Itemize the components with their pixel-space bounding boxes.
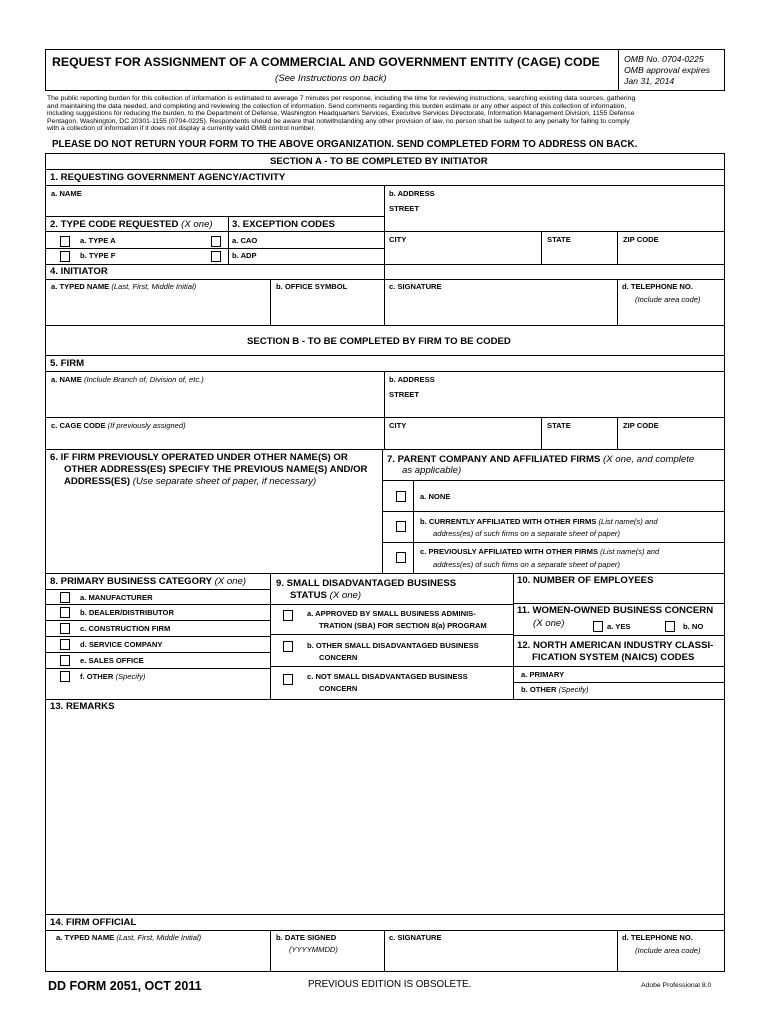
category-other-label — [80, 673, 145, 681]
sdb-approved-line1: a. APPROVED BY SMALL BUSINESS ADMINIS- — [307, 609, 476, 618]
initiator-telephone-note: (Include area code) — [635, 295, 701, 304]
item7-line1 — [387, 455, 694, 465]
omb-number: OMB No. 0704-0225 — [624, 54, 704, 64]
official-telephone-label: d. TELEPHONE NO. — [622, 933, 693, 942]
rule — [45, 355, 725, 356]
women-owned-no-label: b. NO — [683, 622, 704, 631]
adp-checkbox[interactable] — [211, 251, 221, 262]
obsolete-notice: PREVIOUS EDITION IS OBSOLETE. — [308, 979, 472, 990]
category-sales-checkbox[interactable] — [60, 655, 70, 666]
agency-name-field[interactable] — [46, 186, 383, 216]
item5-label: 5. FIRM — [50, 358, 85, 369]
office-symbol-field[interactable] — [271, 294, 383, 324]
naics-other-title: b. OTHER — [521, 685, 557, 694]
item6-line3 — [64, 477, 316, 487]
category-service-label: d. SERVICE COMPANY — [80, 640, 163, 649]
item2-title: 2. TYPE CODE REQUESTED — [50, 219, 179, 230]
item11-label: 11. WOMEN-OWNED BUSINESS CONCERN — [517, 605, 714, 616]
agency-city-field[interactable] — [385, 244, 540, 263]
item2-note: (X one) — [181, 219, 213, 230]
date-signed-label: b. DATE SIGNED — [276, 933, 337, 942]
sdb-other-line1: b. OTHER SMALL DISADVANTAGED BUSINESS — [307, 641, 479, 650]
section-b-title: SECTION B - TO BE COMPLETED BY FIRM TO BE CODED — [247, 336, 511, 347]
category-other-field[interactable] — [160, 670, 268, 698]
item11-note: (X one) — [533, 618, 565, 629]
affiliation-previous-label — [420, 548, 659, 556]
rule — [45, 636, 270, 637]
category-manufacturer-label: a. MANUFACTURER — [80, 593, 153, 602]
rule — [45, 417, 725, 418]
women-owned-yes-checkbox[interactable] — [593, 621, 603, 632]
initiator-name-note: (Last, First, Middle Initial) — [111, 282, 197, 291]
official-telephone-field[interactable] — [618, 958, 724, 971]
item7-title: 7. PARENT COMPANY AND AFFILIATED FIRMS — [387, 454, 601, 465]
burden-line: with a collection of information if it does not display a currently valid OMB control number. — [47, 125, 316, 133]
rule — [45, 589, 270, 590]
burden-statement — [47, 95, 725, 133]
item2-label — [50, 220, 213, 230]
firm-zip-label: ZIP CODE — [623, 421, 659, 430]
item3-label: 3. EXCEPTION CODES — [232, 219, 335, 230]
item6-line2: OTHER ADDRESS(ES) SPECIFY THE PREVIOUS NAME(S) AND/OR — [64, 464, 368, 475]
item8-note: (X one) — [214, 576, 247, 587]
affiliation-previous-note1: (List name(s) and — [600, 547, 660, 556]
item6-line3-title: ADDRESS(ES) — [64, 476, 131, 487]
rule — [45, 279, 725, 280]
agency-street-field[interactable] — [385, 200, 724, 230]
category-other-checkbox[interactable] — [60, 671, 70, 682]
initiator-name-title: a. TYPED NAME — [51, 282, 110, 291]
rule — [45, 652, 270, 653]
rule — [45, 371, 725, 372]
rule — [45, 169, 725, 170]
rule — [413, 480, 414, 573]
firm-street-field[interactable] — [385, 386, 724, 416]
sdb-other-line2: CONCERN — [319, 653, 358, 662]
item9-title: STATUS — [290, 590, 327, 601]
firm-address-label: b. ADDRESS — [389, 375, 435, 384]
rule — [45, 668, 270, 669]
firm-street-label: STREET — [389, 390, 419, 399]
rule — [270, 634, 513, 635]
affiliation-current-note2: address(es) of such firms on a separate sheet of paper) — [433, 529, 620, 538]
rule — [513, 635, 725, 636]
cage-code-field[interactable] — [46, 432, 383, 448]
affiliation-current-checkbox[interactable] — [396, 521, 406, 532]
firm-name-note: (Include Branch of, Division of, etc.) — [83, 375, 204, 384]
rule — [270, 666, 513, 667]
initiator-name-field[interactable] — [46, 294, 269, 324]
rule — [45, 573, 725, 574]
cage-code-label — [51, 422, 186, 430]
rule — [382, 542, 725, 543]
firm-city-field[interactable] — [385, 432, 540, 448]
rule — [45, 216, 384, 217]
affiliation-none-checkbox[interactable] — [396, 491, 406, 502]
item14-label: 14. FIRM OFFICIAL — [50, 917, 137, 928]
type-f-checkbox[interactable] — [60, 251, 70, 262]
adp-label: b. ADP — [232, 251, 257, 260]
initiator-signature-label: c. SIGNATURE — [389, 282, 442, 291]
rule — [382, 480, 725, 481]
employee-count-field[interactable] — [514, 588, 724, 602]
cage-code-note: (If previously assigned) — [107, 421, 186, 430]
category-construction-checkbox[interactable] — [60, 623, 70, 634]
firm-zip-field[interactable] — [618, 432, 724, 448]
affiliation-previous-title: c. PREVIOUSLY AFFILIATED WITH OTHER FIRMS — [420, 547, 599, 556]
official-signature-field[interactable] — [385, 945, 616, 971]
firm-city-label: CITY — [389, 421, 407, 430]
rule — [228, 216, 229, 264]
affiliation-current-note1: (List name(s) and — [598, 517, 658, 526]
agency-name-label: a. NAME — [51, 189, 82, 198]
item9-line2 — [290, 591, 361, 601]
affiliation-previous-checkbox[interactable] — [396, 552, 406, 563]
item6-note: (Use separate sheet of paper, if necessary) — [132, 476, 317, 487]
firm-name-field[interactable] — [46, 386, 383, 416]
item1-label: 1. REQUESTING GOVERNMENT AGENCY/ACTIVITY — [50, 172, 286, 183]
office-symbol-label: b. OFFICE SYMBOL — [276, 282, 348, 291]
header-divider — [618, 49, 619, 91]
item10-label: 10. NUMBER OF EMPLOYEES — [517, 575, 654, 586]
item13-label: 13. REMARKS — [50, 701, 115, 712]
official-name-field[interactable] — [46, 945, 269, 971]
item8-label — [50, 577, 246, 587]
category-service-checkbox[interactable] — [60, 639, 70, 650]
naics-other-field[interactable] — [610, 683, 724, 698]
category-construction-label: c. CONSTRUCTION FIRM — [80, 624, 171, 633]
naics-primary-field[interactable] — [580, 667, 724, 681]
burden-line: Pentagon, Washington, DC 20301-1155 (0704-0225). Respondents should be aware that notwithstanding any other provision of law, no person shall be subject to any penalty for failing to comply — [47, 117, 630, 125]
type-f-label: b. TYPE F — [80, 251, 116, 260]
naics-primary-label: a. PRIMARY — [521, 670, 565, 679]
sdb-other-checkbox[interactable] — [283, 641, 293, 652]
type-a-checkbox[interactable] — [60, 236, 70, 247]
agency-state-field[interactable] — [542, 244, 616, 263]
rule — [270, 573, 271, 699]
agency-city-label: CITY — [389, 235, 407, 244]
agency-zip-field[interactable] — [618, 244, 724, 263]
firm-state-field[interactable] — [542, 432, 616, 448]
initiator-telephone-field[interactable] — [618, 306, 724, 324]
burden-line: including suggestions for reducing the burden, to the Department of Defense, Washington Headquarters Services, Executive Services Directorate, Information Management Division, 1155 Defense — [47, 110, 635, 118]
sdb-not-line2: CONCERN — [319, 684, 358, 693]
burden-line: The public reporting burden for this collection of information is estimated to average 7 minutes per response, including the time for reviewing instructions, searching existing data sources, gathering — [47, 95, 636, 102]
affiliation-previous-note2: address(es) of such firms on a separate sheet of paper) — [433, 560, 620, 569]
rule — [382, 511, 725, 512]
date-signed-note: (YYYYMMDD) — [289, 945, 338, 954]
item7-note2: as applicable) — [402, 465, 462, 476]
naics-other-label — [521, 686, 589, 694]
agency-state-label: STATE — [547, 235, 571, 244]
form-id: DD FORM 2051, OCT 2011 — [48, 979, 202, 993]
initiator-signature-field[interactable] — [385, 294, 616, 324]
burden-line: and maintaining the data needed, and completing and reviewing the collection of information. Send comments regarding this burden estimate or any other aspect of this collection of information, — [47, 102, 627, 110]
item12-line2: FICATION SYSTEM (NAICS) CODES — [532, 652, 695, 663]
sdb-approved-line2: TRATION (SBA) FOR SECTION 8(a) PROGRAM — [319, 621, 487, 630]
naics-other-note: (Specify) — [558, 685, 589, 694]
agency-street-label: STREET — [389, 204, 419, 213]
rule — [45, 325, 725, 326]
rule — [45, 699, 725, 700]
rule — [45, 930, 725, 931]
category-other-title: f. OTHER — [80, 672, 114, 681]
item8-title: 8. PRIMARY BUSINESS CATEGORY — [50, 576, 212, 587]
affiliation-current-label — [420, 518, 658, 526]
return-notice: PLEASE DO NOT RETURN YOUR FORM TO THE ABOVE ORGANIZATION. SEND COMPLETED FORM TO ADDRESS ON BACK. — [52, 139, 638, 150]
rule — [270, 604, 513, 605]
item9-line1: 9. SMALL DISADVANTAGED BUSINESS — [276, 578, 457, 589]
rule — [45, 449, 725, 450]
category-manufacturer-checkbox[interactable] — [60, 592, 70, 603]
item9-note: (X one) — [329, 590, 362, 601]
rule — [45, 248, 384, 249]
item4-label: 4. INITIATOR — [50, 266, 108, 277]
category-other-note: (Specify) — [115, 672, 146, 681]
form-title: REQUEST FOR ASSIGNMENT OF A COMMERCIAL AND GOVERNMENT ENTITY (CAGE) CODE — [52, 55, 600, 69]
cage-code-title: c. CAGE CODE — [51, 421, 106, 430]
firm-name-label — [51, 376, 204, 384]
rule — [45, 604, 270, 605]
category-dealer-checkbox[interactable] — [60, 607, 70, 618]
official-name-label — [56, 934, 201, 942]
agency-zip-label: ZIP CODE — [623, 235, 659, 244]
omb-approval: OMB approval expires — [624, 65, 710, 75]
official-name-note: (Last, First, Middle Initial) — [116, 933, 202, 942]
initiator-telephone-label: d. TELEPHONE NO. — [622, 282, 693, 291]
affiliation-none-label: a. NONE — [420, 492, 451, 501]
rule — [45, 914, 725, 915]
women-owned-yes-label: a. YES — [607, 622, 631, 631]
omb-date: Jan 31, 2014 — [624, 76, 675, 86]
category-sales-label: e. SALES OFFICE — [80, 656, 144, 665]
sdb-not-line1: c. NOT SMALL DISADVANTAGED BUSINESS — [307, 672, 468, 681]
form-subtitle: (See Instructions on back) — [275, 73, 387, 84]
rule — [45, 620, 270, 621]
affiliation-current-title: b. CURRENTLY AFFILIATED WITH OTHER FIRMS — [420, 517, 597, 526]
date-signed-field[interactable] — [271, 957, 383, 971]
firm-name-title: a. NAME — [51, 375, 82, 384]
software-note: Adobe Professional 8.0 — [641, 982, 712, 989]
rule — [513, 603, 725, 604]
item12-line1: 12. NORTH AMERICAN INDUSTRY CLASSI- — [517, 640, 714, 651]
cao-label: a. CAO — [232, 236, 258, 245]
initiator-name-label — [51, 283, 196, 291]
item7-note1: (X one, and complete — [603, 454, 695, 465]
sdb-not-checkbox[interactable] — [283, 674, 293, 685]
section-a-title: SECTION A - TO BE COMPLETED BY INITIATOR — [270, 156, 488, 167]
agency-address-label: b. ADDRESS — [389, 189, 435, 198]
category-dealer-label: b. DEALER/DISTRIBUTOR — [80, 608, 174, 617]
official-signature-label: c. SIGNATURE — [389, 933, 442, 942]
remarks-field[interactable] — [46, 715, 724, 913]
item6-line1: 6. IF FIRM PREVIOUSLY OPERATED UNDER OTHER NAME(S) OR — [50, 452, 348, 463]
official-name-title: a. TYPED NAME — [56, 933, 115, 942]
firm-state-label: STATE — [547, 421, 571, 430]
rule — [45, 264, 725, 265]
women-owned-no-checkbox[interactable] — [665, 621, 675, 632]
cao-checkbox[interactable] — [211, 236, 221, 247]
rule — [45, 231, 725, 232]
type-a-label: a. TYPE A — [80, 236, 116, 245]
sdb-approved-checkbox[interactable] — [283, 610, 293, 621]
previous-names-field[interactable] — [46, 490, 381, 572]
official-telephone-note: (Include area code) — [635, 946, 701, 955]
